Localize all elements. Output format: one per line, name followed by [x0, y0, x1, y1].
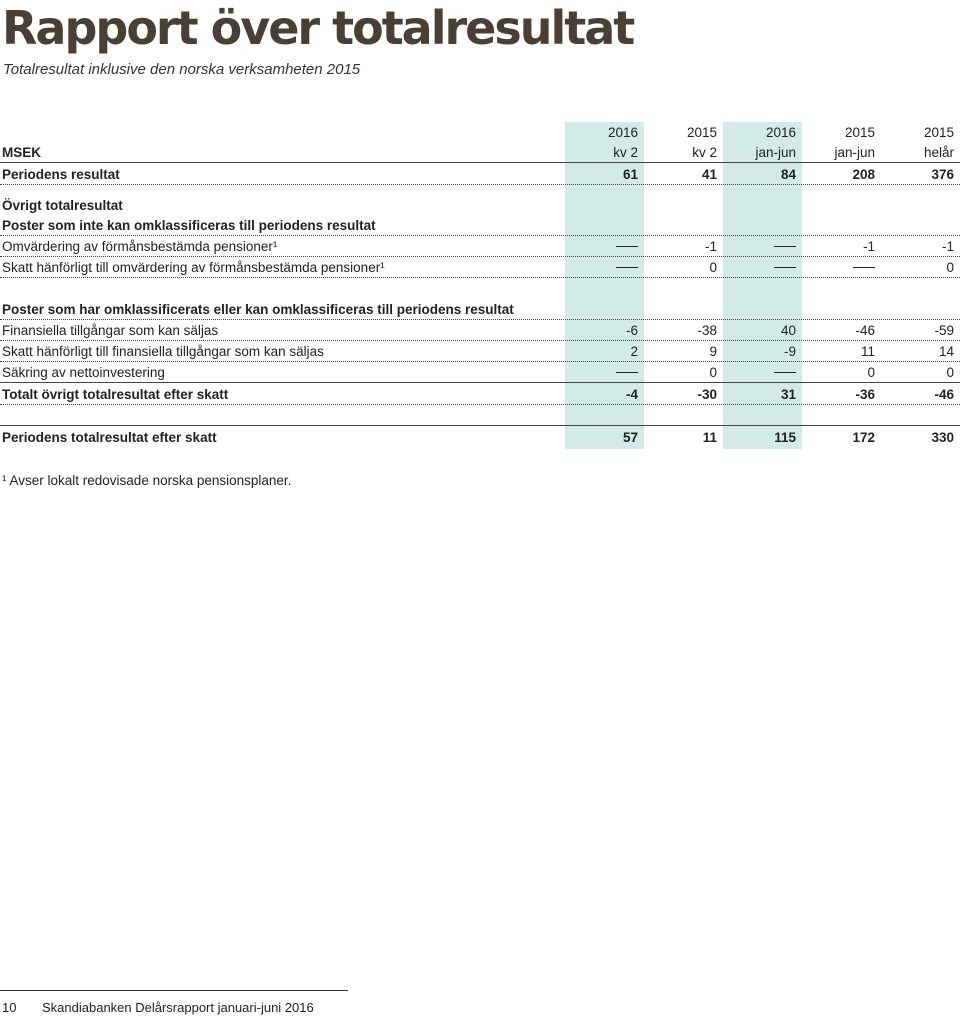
value-cell: -1: [862, 239, 875, 254]
table-row: [0, 383, 960, 405]
value-cell: -6: [625, 323, 638, 338]
header-period: kv 2: [613, 145, 638, 160]
value-cell: -59: [934, 323, 954, 338]
value-cell: -46: [934, 387, 954, 402]
row-label: Poster som har omklassificerats eller kan omklassificeras till periodens resultat: [2, 302, 514, 317]
value-cell: 0: [867, 365, 875, 380]
header-period: helår: [923, 145, 954, 160]
dash-mark: [774, 246, 796, 247]
value-cell: -4: [625, 387, 638, 402]
table-row: [0, 320, 960, 341]
table-row: [0, 236, 960, 257]
value-cell: 2: [630, 344, 638, 359]
value-cell: -38: [697, 323, 717, 338]
unit-label: MSEK: [2, 145, 42, 160]
dash-mark: [774, 372, 796, 373]
value-cell: 14: [938, 344, 954, 359]
value-cell: 11: [702, 430, 717, 445]
page-subtitle: Totalresultat inklusive den norska verksamheten 2015: [3, 61, 361, 78]
table-row: [0, 163, 960, 185]
value-cell: 0: [709, 260, 717, 275]
page-footer: [2, 1000, 314, 1015]
value-cell: 115: [774, 430, 796, 445]
row-label: Säkring av nettoinvestering: [2, 365, 165, 380]
header-year: 2015: [686, 125, 717, 140]
dash-cell: [774, 365, 796, 380]
value-cell: 172: [852, 430, 875, 445]
table-header-periods: [0, 142, 960, 163]
value-cell: 0: [946, 365, 954, 380]
header-period: kv 2: [692, 145, 717, 160]
dash-mark: [616, 267, 638, 268]
row-label: Totalt övrigt totalresultat efter skatt: [2, 387, 229, 402]
row-label: Skatt hänförligt till finansiella tillgångar som kan säljas: [2, 344, 324, 359]
row-label: Skatt hänförligt till omvärdering av förmånsbestämda pensioner¹: [2, 260, 385, 275]
dash-cell: [774, 239, 796, 254]
value-cell: -46: [855, 323, 875, 338]
header-period: jan-jun: [755, 145, 796, 160]
table-row: [0, 278, 960, 320]
value-cell: 0: [709, 365, 717, 380]
dash-mark: [853, 267, 875, 268]
value-cell: 208: [852, 167, 875, 182]
table-row: [0, 185, 960, 215]
row-label: Övrigt totalresultat: [2, 198, 123, 213]
dash-cell: [774, 260, 796, 275]
value-cell: 84: [780, 167, 796, 182]
value-cell: 57: [622, 430, 638, 445]
value-cell: -1: [704, 239, 717, 254]
value-cell: 9: [709, 344, 717, 359]
value-cell: 41: [701, 167, 717, 182]
value-cell: 330: [931, 430, 954, 445]
value-cell: -1: [941, 239, 954, 254]
value-cell: 61: [622, 167, 638, 182]
value-cell: 11: [860, 344, 875, 359]
footnote: ¹ Avser lokalt redovisade norska pensionsplaner.: [2, 473, 292, 488]
row-label: Periodens totalresultat efter skatt: [2, 430, 217, 445]
dash-cell: [853, 260, 875, 275]
value-cell: -36: [855, 387, 875, 402]
value-cell: 0: [946, 260, 954, 275]
row-label: Periodens resultat: [2, 167, 120, 182]
row-label: Poster som inte kan omklassificeras till periodens resultat: [2, 218, 376, 233]
header-year: 2015: [923, 125, 954, 140]
header-year: 2016: [765, 125, 796, 140]
dash-cell: [616, 239, 638, 254]
header-year: 2016: [607, 125, 638, 140]
dash-mark: [616, 372, 638, 373]
table-row: [0, 341, 960, 362]
footer-divider: [0, 990, 348, 991]
header-year: 2015: [844, 125, 875, 140]
dash-mark: [616, 246, 638, 247]
table-row: [0, 362, 960, 383]
value-cell: 31: [780, 387, 796, 402]
footer-text: Skandiabanken Delårsrapport januari-juni 2016: [42, 1000, 314, 1015]
row-label: Finansiella tillgångar som kan säljas: [2, 323, 219, 338]
value-cell: 40: [780, 323, 796, 338]
row-label: Omvärdering av förmånsbestämda pensioner¹: [2, 239, 278, 254]
dash-cell: [616, 260, 638, 275]
value-cell: -9: [783, 344, 796, 359]
page-title: Rapport över totalresultat: [2, 1, 634, 55]
table-row: [0, 425, 960, 447]
comprehensive-income-table: [0, 122, 960, 447]
table-row: [0, 215, 960, 236]
table-header-years: [0, 122, 960, 142]
value-cell: -30: [697, 387, 717, 402]
table-row: [0, 257, 960, 278]
dash-mark: [774, 267, 796, 268]
dash-cell: [616, 365, 638, 380]
page-number: 10: [2, 1000, 17, 1015]
value-cell: 376: [931, 167, 954, 182]
header-period: jan-jun: [834, 145, 875, 160]
